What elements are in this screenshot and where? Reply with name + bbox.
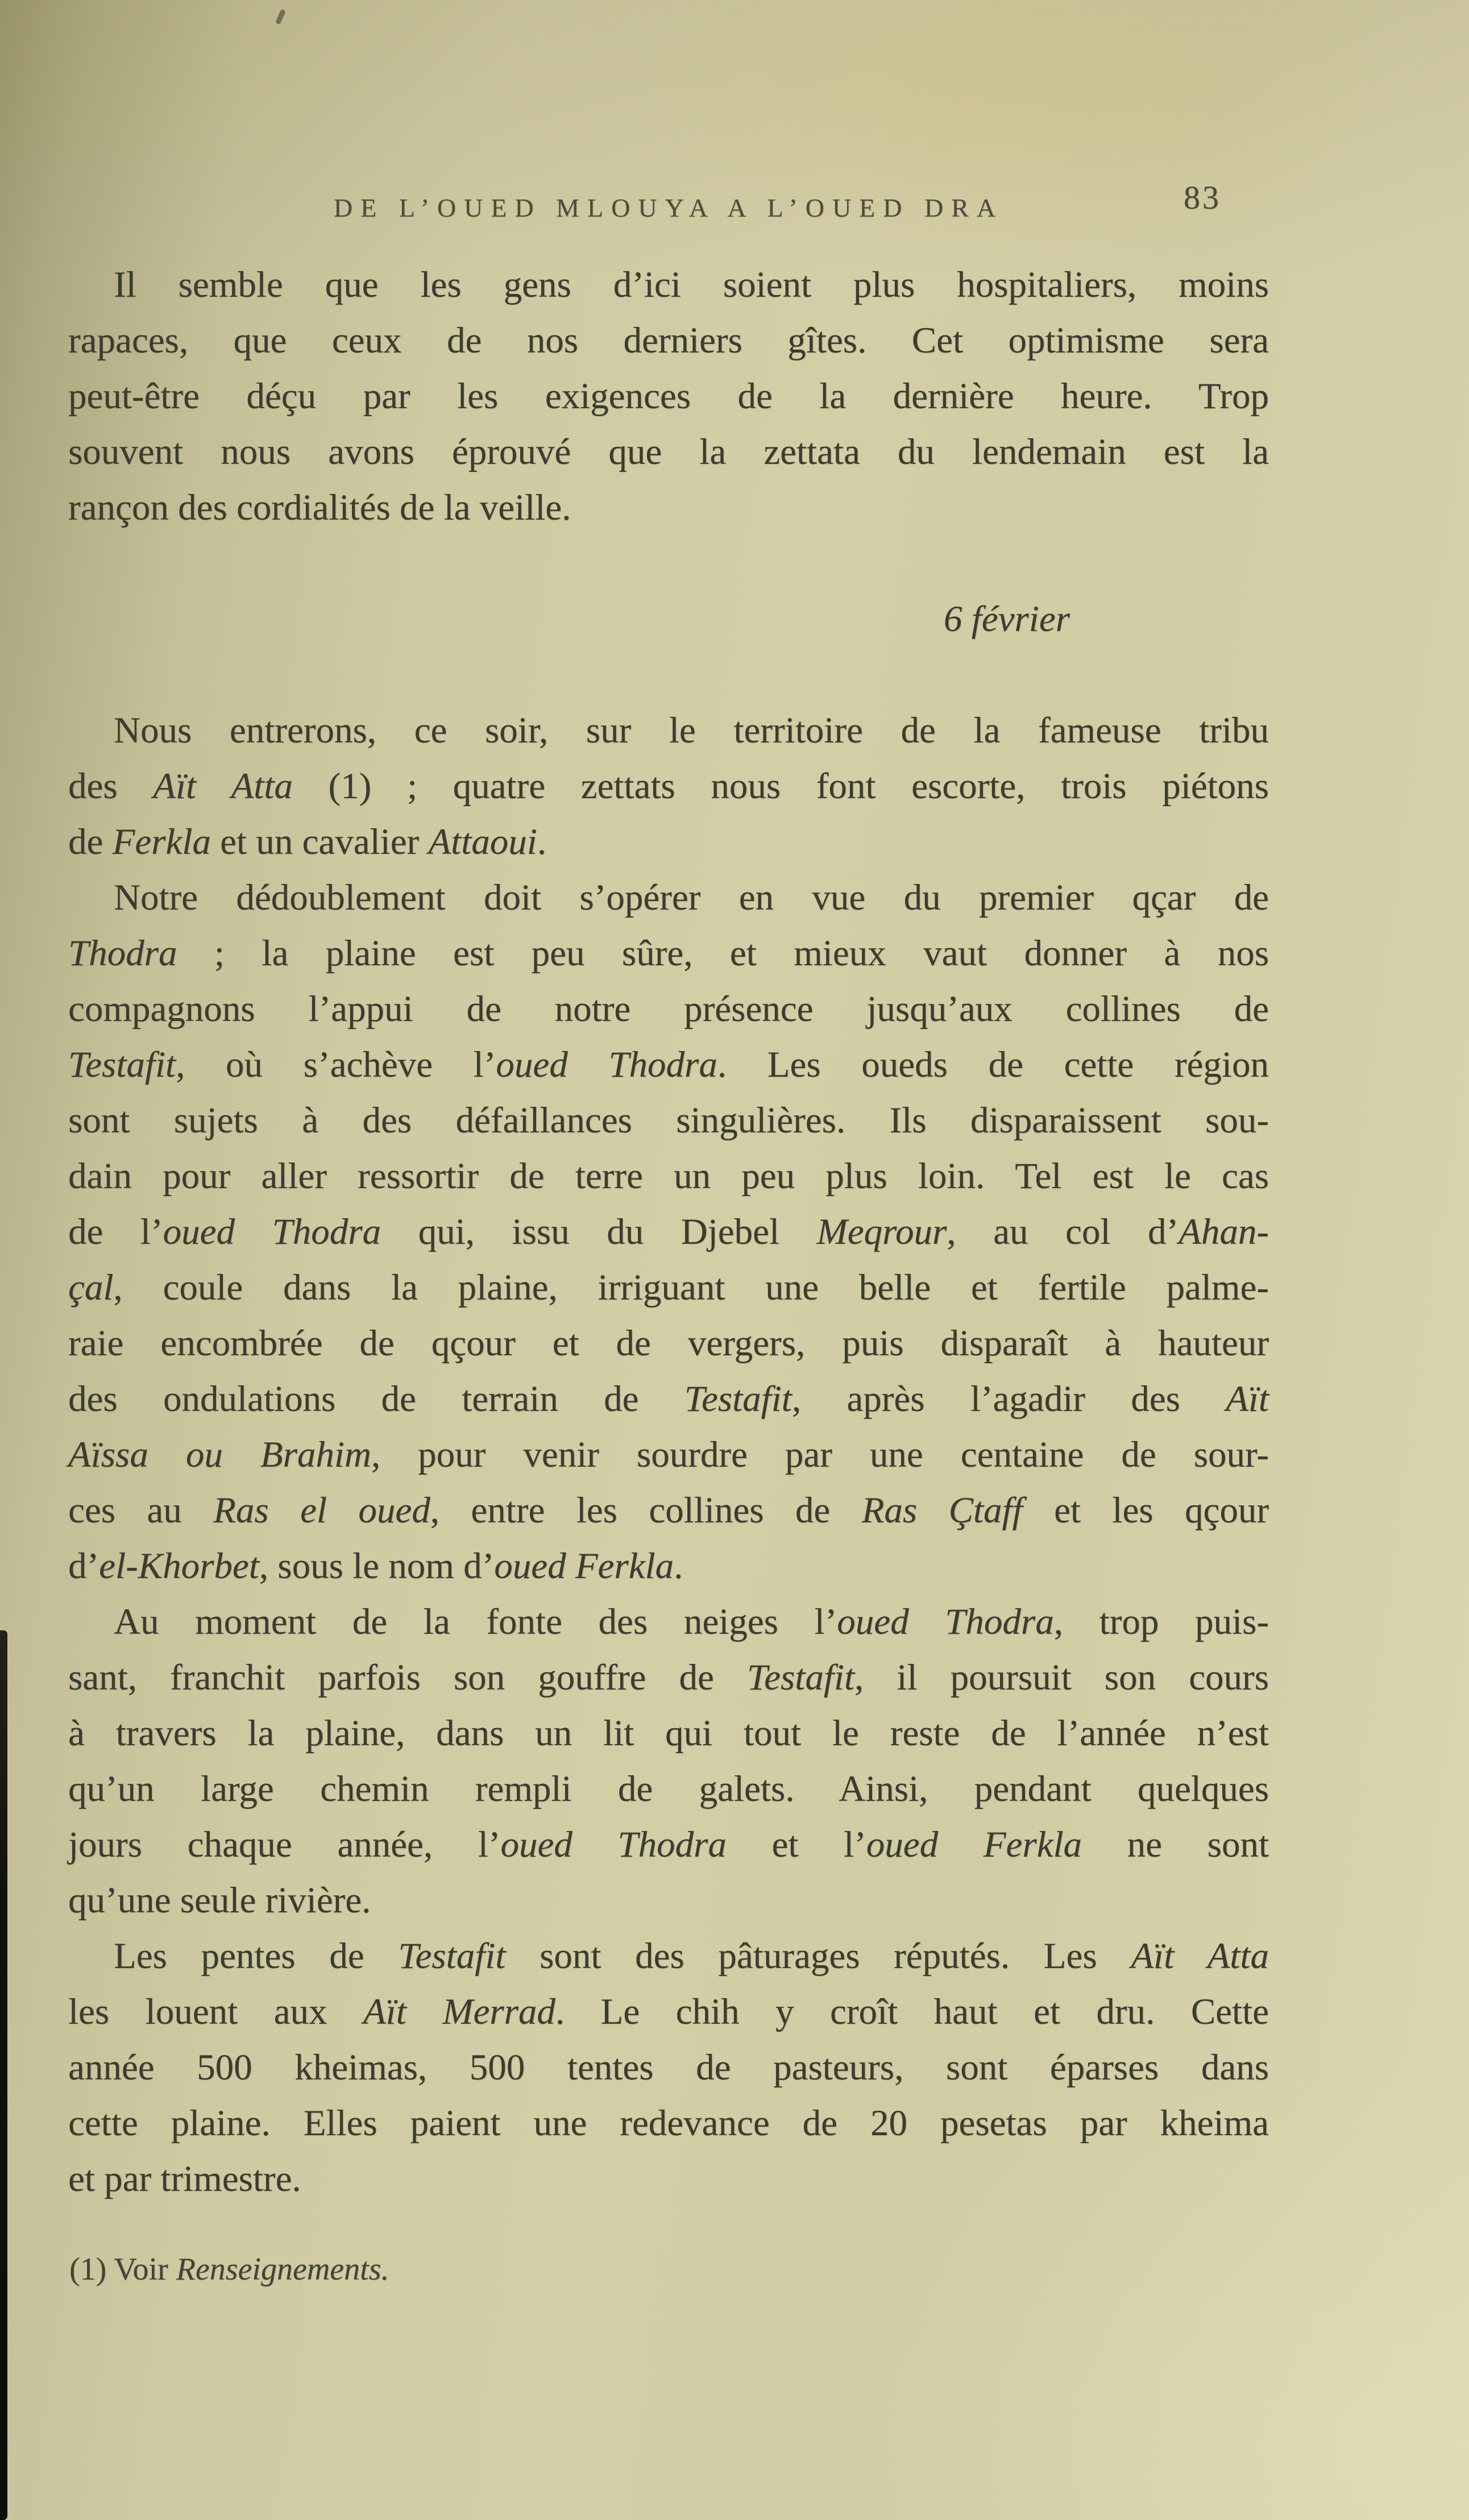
date-heading: 6 février (943, 599, 1070, 640)
text-line: les louent aux Aït Merrad. Le chih y croît haut et dru. Cette (68, 1991, 1269, 2032)
running-header-title: DE L’OUED MLOUYA A L’OUED DRA (333, 193, 1004, 222)
page-number: 83 (1184, 179, 1221, 216)
italic-term: Testafit (746, 1657, 855, 1698)
ink-speck (275, 9, 286, 24)
text-line: sant, franchit parfois son gouffre de Testafit, il poursuit son cours (68, 1657, 1269, 1698)
text-line: Aïssa ou Brahim, pour venir sourdre par une centaine de sour- (68, 1434, 1269, 1475)
text-line: de l’oued Thodra qui, issu du Djebel Meqrour, au col d’Ahan- (68, 1211, 1269, 1252)
text-line: rançon des cordialités de la veille. (68, 487, 571, 528)
text-line: dain pour aller ressortir de terre un peu plus loin. Tel est le cas (68, 1156, 1269, 1197)
text-line: cette plaine. Elles paient une redevance de 20 pesetas par kheima (68, 2103, 1269, 2144)
text-line: Notre dédoublement doit s’opérer en vue du premier qçar de (114, 877, 1269, 918)
text-line: de Ferkla et un cavalier Attaoui. (68, 821, 547, 862)
text-line: et par trimestre. (68, 2158, 301, 2199)
text-line: Il semble que les gens d’ici soient plus hospitaliers, moins (114, 264, 1269, 305)
text-line: Nous entrerons, ce soir, sur le territoire de la fameuse tribu (114, 710, 1269, 751)
italic-term: oued Thodra (500, 1824, 727, 1865)
italic-term: çal (68, 1267, 114, 1308)
text-line: sont sujets à des défaillances singulières. Ils disparaissent sou- (68, 1100, 1269, 1141)
footnote: (1) Voir Renseignements. (69, 2252, 389, 2287)
text-line: compagnons l’appui de notre présence jusqu’aux collines de (68, 989, 1269, 1029)
italic-term: Testafit (684, 1379, 792, 1419)
text-line: Au moment de la fonte des neiges l’oued Thodra, trop puis- (114, 1601, 1269, 1642)
text-line: jours chaque année, l’oued Thodra et l’oued Ferkla ne sont (68, 1824, 1269, 1865)
italic-term: Renseignements. (176, 2252, 389, 2287)
italic-term: Thodra (68, 933, 177, 974)
italic-term: Aïssa ou Brahim (68, 1434, 371, 1475)
text-line: à travers la plaine, dans un lit qui tout le reste de l’année n’est (68, 1713, 1269, 1754)
paragraph (68, 1928, 1269, 2207)
paragraph (68, 257, 1269, 535)
text-line: des Aït Atta (1) ; quatre zettats nous font escorte, trois piétons (68, 766, 1269, 807)
italic-term: Ahan- (1178, 1211, 1269, 1252)
text-line: souvent nous avons éprouvé que la zettata du lendemain est la (68, 431, 1269, 472)
italic-term: Attaoui (428, 821, 537, 862)
italic-term: Aït Atta (153, 766, 293, 807)
text-line: çal, coule dans la plaine, irriguant une belle et fertile palme- (68, 1267, 1269, 1308)
text-line: raie encombrée de qçour et de vergers, puis disparaît à hauteur (68, 1323, 1269, 1364)
italic-term: Ras el oued (213, 1490, 430, 1531)
italic-term: Aït (1226, 1379, 1269, 1419)
text-line: qu’une seule rivière. (68, 1880, 371, 1921)
text-line: peut-être déçu par les exigences de la dernière heure. Trop (68, 376, 1269, 417)
text-line: Les pentes de Testafit sont des pâturages réputés. Les Aït Atta (114, 1936, 1269, 1977)
italic-term: Meqrour (816, 1211, 947, 1252)
text-line: des ondulations de terrain de Testafit, après l’agadir des Aït (68, 1379, 1269, 1419)
paragraph (68, 870, 1269, 1594)
italic-term: Testafit (398, 1936, 506, 1977)
text-flow (68, 257, 1269, 2207)
text-line: rapaces, que ceux de nos derniers gîtes. Cet optimisme sera (68, 320, 1269, 361)
italic-term: Aït Atta (1131, 1936, 1269, 1977)
italic-term: oued Thodra (163, 1211, 381, 1252)
italic-term: Testafit (68, 1044, 176, 1085)
italic-term: oued Thodra (837, 1601, 1054, 1642)
italic-term: el-Khorbet (99, 1546, 259, 1587)
italic-term: oued Thodra (496, 1044, 717, 1085)
paragraph (68, 703, 1269, 870)
italic-term: oued Ferkla (494, 1546, 674, 1587)
italic-term: Ras Çtaff (861, 1490, 1023, 1531)
text-line: d’el-Khorbet, sous le nom d’oued Ferkla. (68, 1546, 683, 1587)
text-line: Testafit, où s’achève l’oued Thodra. Les oueds de cette région (68, 1044, 1269, 1085)
italic-term: Ferkla (112, 821, 211, 862)
italic-term: Aït Merrad (363, 1991, 555, 2032)
text-line: Thodra ; la plaine est peu sûre, et mieux vaut donner à nos (68, 933, 1269, 974)
binding-shadow (0, 1630, 7, 2520)
italic-term: oued Ferkla (866, 1824, 1082, 1865)
text-line: qu’un large chemin rempli de galets. Ainsi, pendant quelques (68, 1768, 1269, 1809)
text-line: ces au Ras el oued, entre les collines de Ras Çtaff et les qçour (68, 1490, 1269, 1531)
text-line: année 500 kheimas, 500 tentes de pasteurs, sont éparses dans (68, 2047, 1269, 2088)
paragraph (68, 1594, 1269, 1928)
